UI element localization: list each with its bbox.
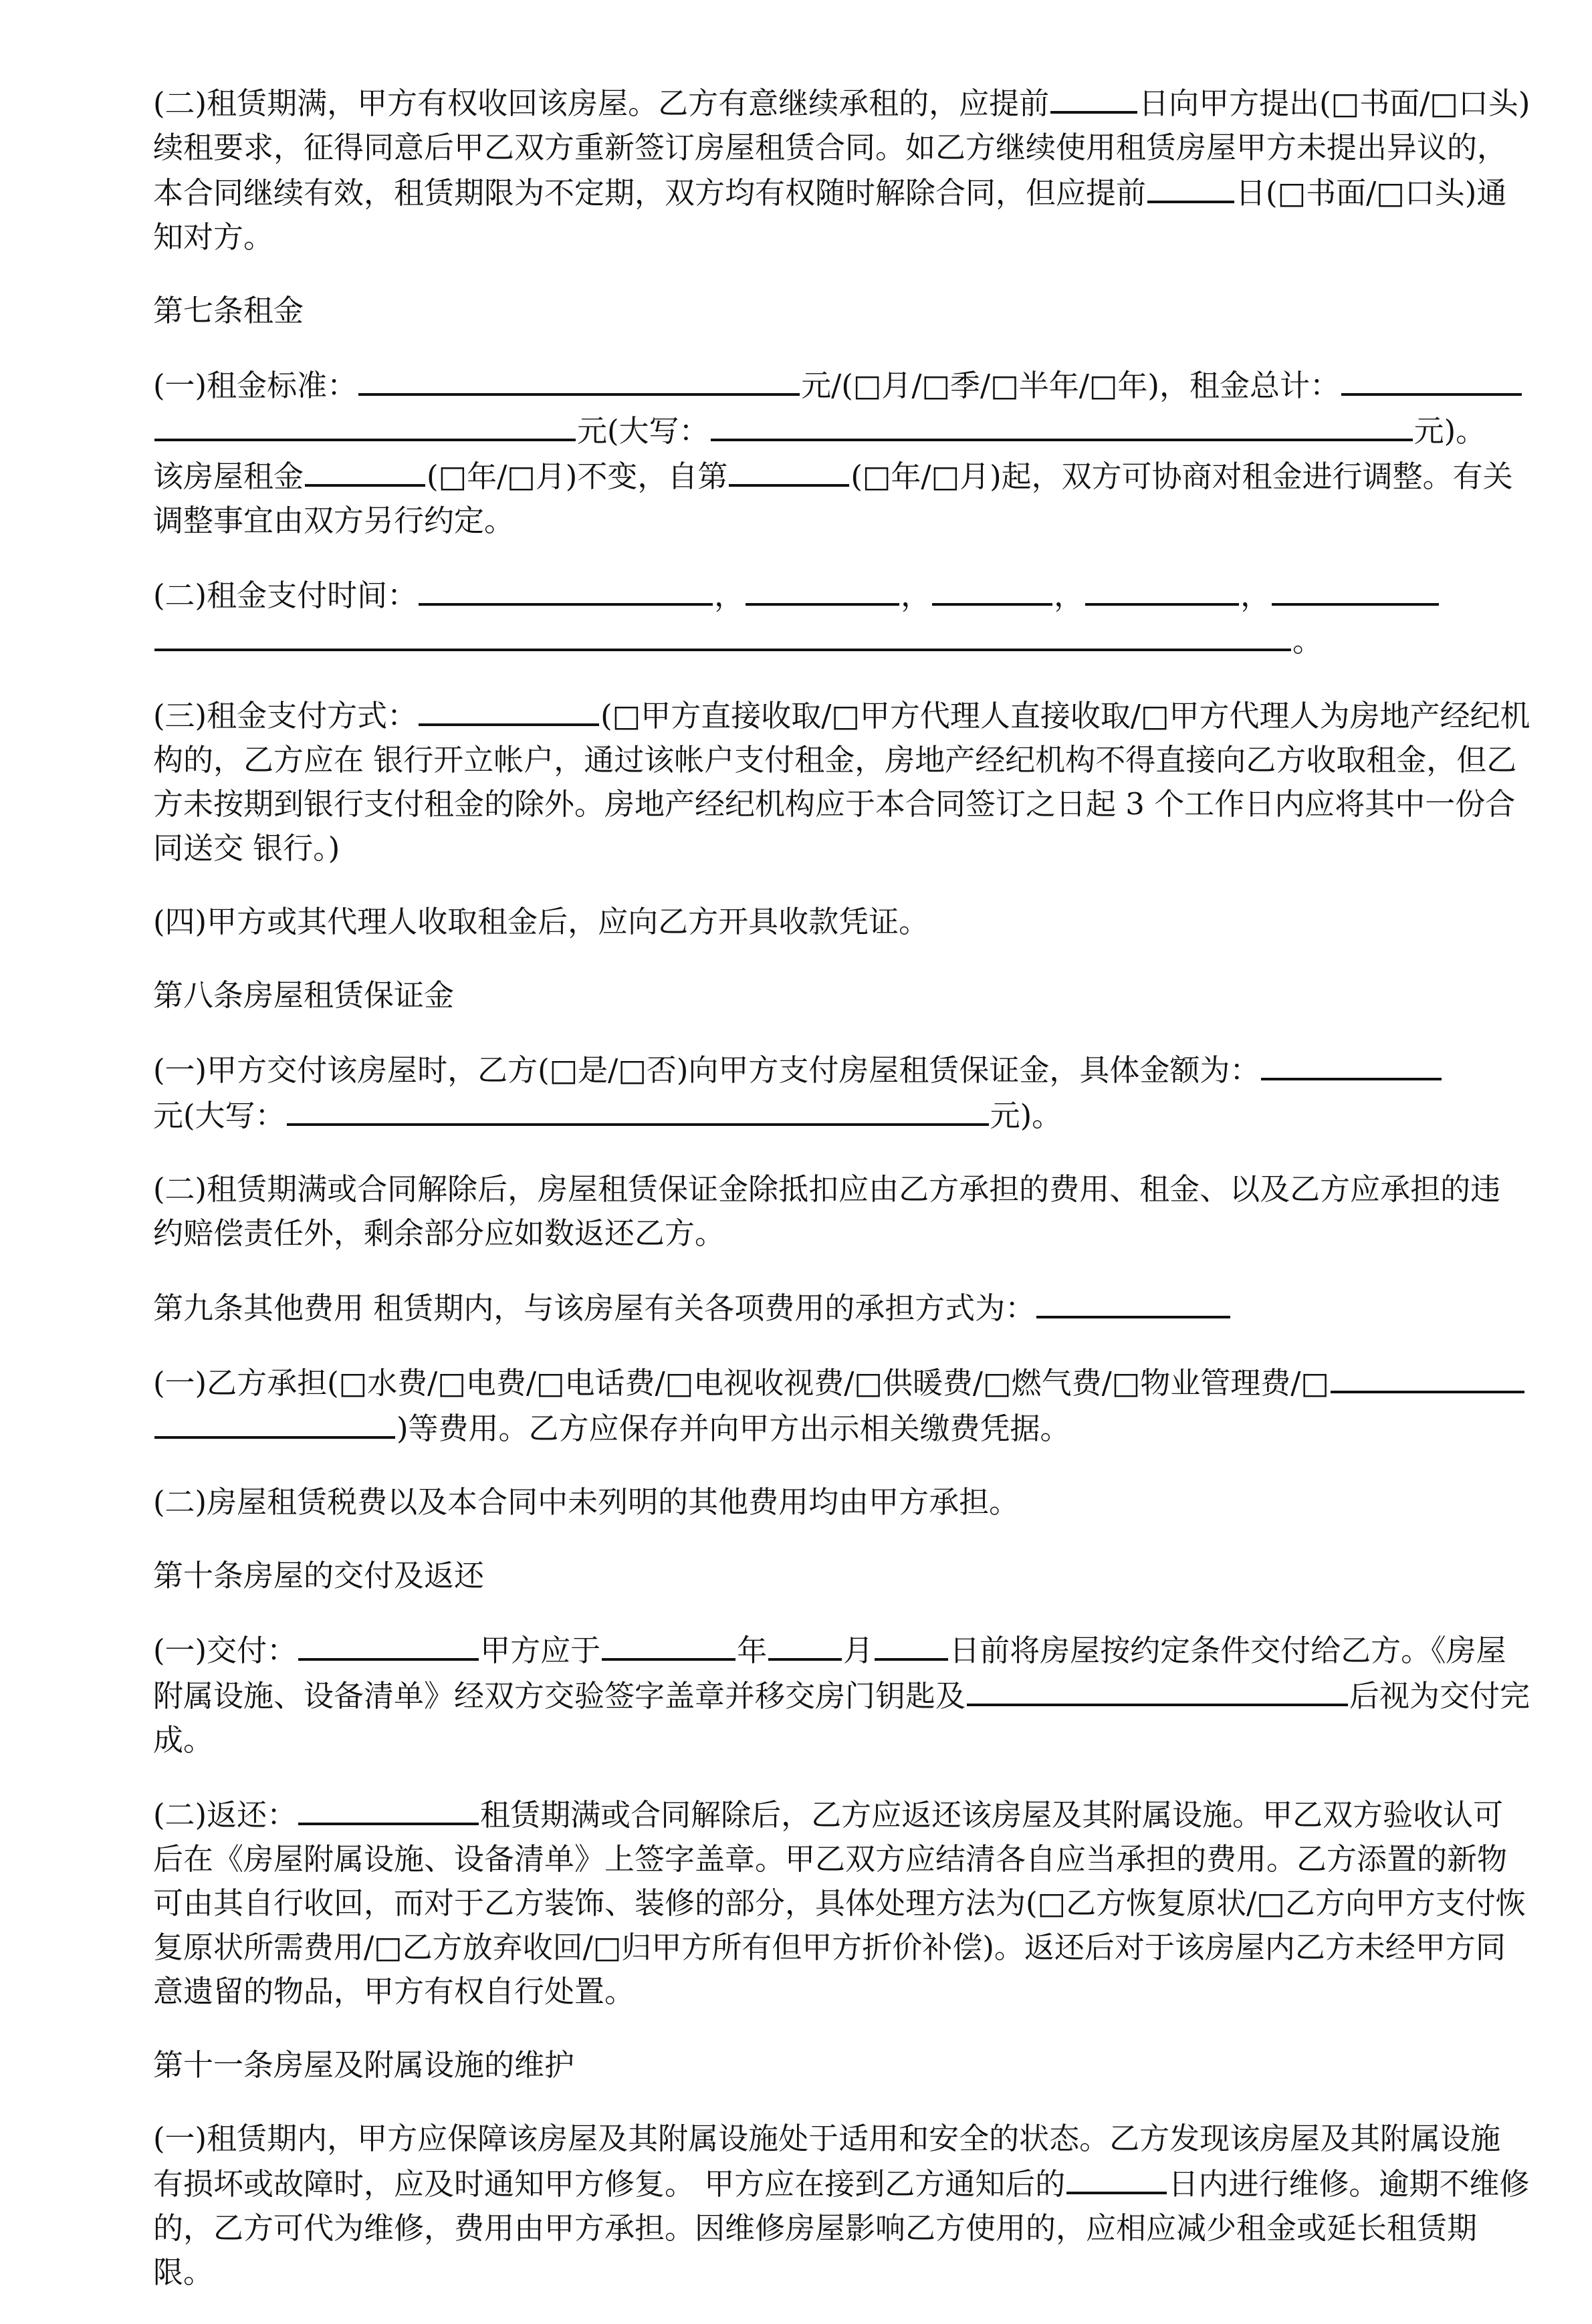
fill-blank-other-fee[interactable] (1331, 1360, 1524, 1393)
fill-blank-pay-time-2[interactable] (746, 572, 899, 606)
art10-para-2 (153, 1792, 1530, 2014)
text: 。 (1292, 623, 1323, 659)
art11-para-1 (153, 2117, 1530, 2295)
text: 日内进行维修。逾期不维修的，乙方可代为维修，费用由甲方承担。因维修房屋影响乙方使用的，应相应减少租金或延长租赁期限。 (153, 2166, 1530, 2290)
fill-blank-pay-time-5[interactable] (1272, 572, 1439, 606)
fill-blank-rent-total-cont[interactable] (154, 408, 576, 441)
art9-para-1 (153, 1360, 1530, 1451)
text: ， (1054, 578, 1085, 613)
text: (□年/□月)起，双方可协商对租金进行调整。有关调整事宜由双方另行约定。 (153, 459, 1513, 538)
art9-para-2: (二)房屋租赁税费以及本合同中未列明的其他费用均由甲方承担。 (153, 1484, 1020, 1520)
text: 元)。 (1413, 413, 1486, 449)
text: (一)乙方承担(□水费/□电费/□电话费/□电视收视费/□供暖费/□燃气费/□物业管理费/□ (153, 1365, 1329, 1401)
text: 日向甲方提出(□书面/□口头)续租要求，征得同意后甲乙双方重新签订房屋租赁合同。如乙方继续使用租赁房屋甲方未提出异议的，本合同继续有效，租赁期限为不定期，双方均有权随时解除合同，但应提前 (153, 86, 1530, 211)
text: ， (714, 578, 745, 613)
fill-blank-rent-total-words[interactable] (711, 408, 1413, 441)
fill-blank-notice-days[interactable] (1050, 80, 1137, 114)
text: 元(大写： (153, 1098, 286, 1133)
text: 该房屋租金 (153, 459, 304, 494)
text: (□年/□月)不变，自第 (427, 459, 728, 494)
fill-blank-delivery-month[interactable] (768, 1627, 842, 1661)
art7-para-2 (153, 572, 1530, 663)
text: (三)租金支付方式： (153, 698, 418, 733)
fill-blank-rent-standard[interactable] (358, 362, 800, 396)
fill-blank-rent-total[interactable] (1341, 362, 1522, 396)
fill-blank-pay-method[interactable] (419, 693, 599, 726)
text: (二)租金支付时间： (153, 578, 418, 613)
article-10-title: 第十条房屋的交付及返还 (153, 1558, 485, 1593)
text: (二)返还： (153, 1797, 298, 1833)
fill-blank-rent-adjust-from[interactable] (729, 453, 849, 487)
art6-para-2 (153, 80, 1530, 259)
fill-blank-keys-and[interactable] (967, 1673, 1348, 1706)
art7-para-4: (四)甲方或其代理人收取租金后，应向乙方开具收款凭证。 (153, 904, 929, 939)
text: ， (901, 578, 931, 613)
text: 元(大写： (577, 413, 709, 449)
text: 年 (737, 1633, 768, 1668)
fill-blank-delivery-day[interactable] (875, 1627, 948, 1661)
text: 第九条其他费用 租赁期内，与该房屋有关各项费用的承担方式为： (153, 1290, 1036, 1326)
fill-blank-deposit-words[interactable] (287, 1092, 989, 1126)
text: (一)交付： (153, 1633, 298, 1668)
text: 日(□书面/□口头)通知对方。 (153, 175, 1507, 255)
text: (□甲方直接收取/□甲方代理人直接收取/□甲方代理人为房地产经纪机构的，乙方应在 银行开立帐户，通过该帐户支付租金，房地产经纪机构不得直接向乙方收取租金，但乙方未按期到银行支付租金的除外。房地产经纪机构应于本合同签订之日起 3 个工作日内应将其中一份合同送交 银行。) (153, 698, 1530, 866)
fill-blank-pay-time-1[interactable] (419, 572, 713, 606)
text: 日前将房屋按约定条件交付给乙方。《房屋附属设施、设备清单》经双方交验签字盖章并移交房门钥匙及 (153, 1633, 1506, 1714)
fill-blank-delivery[interactable] (298, 1627, 479, 1661)
fill-blank-return[interactable] (298, 1792, 479, 1825)
fill-blank-fee-method[interactable] (1036, 1285, 1230, 1318)
fill-blank-rent-fixed-period[interactable] (305, 453, 425, 487)
text: ， (1240, 578, 1271, 613)
article-9-title (153, 1285, 1530, 1330)
fill-blank-pay-time-3[interactable] (932, 572, 1052, 606)
art8-para-1 (153, 1047, 1530, 1138)
text: 后视为交付完成。 (153, 1678, 1530, 1758)
art8-para-2: (二)租赁期满或合同解除后，房屋租赁保证金除抵扣应由乙方承担的费用、租金、以及乙方应承担的违约赔偿责任外，剩余部分应如数返还乙方。 (153, 1171, 1501, 1251)
fill-blank-pay-time-4[interactable] (1085, 572, 1239, 606)
article-11-title: 第十一条房屋及附属设施的维护 (153, 2047, 575, 2083)
fill-blank-other-fee-cont[interactable] (154, 1405, 395, 1439)
text: (一)租金标准： (153, 368, 358, 403)
text: )等费用。乙方应保存并向甲方出示相关缴费凭据。 (396, 1411, 1070, 1446)
text: 甲方应于 (480, 1633, 601, 1668)
art10-para-1 (153, 1627, 1530, 1762)
text: (二)租赁期满，甲方有权收回该房屋。乙方有意继续承租的，应提前 (153, 86, 1050, 121)
fill-blank-repair-days[interactable] (1066, 2161, 1167, 2194)
text: (一)甲方交付该房屋时，乙方(□是/□否)向甲方支付房屋租赁保证金，具体金额为： (153, 1052, 1260, 1088)
text: 元)。 (990, 1098, 1062, 1133)
text: 租赁期满或合同解除后，乙方应返还该房屋及其附属设施。甲乙双方验收认可后在《房屋附属设施、设备清单》上签字盖章。甲乙双方应结清各自应当承担的费用。乙方添置的新物可由其自行收回，而对于乙方装饰、装修的部分，具体处理方法为(□乙方恢复原状/□乙方向甲方支付恢复原状所需费用/□乙方放弃收回/□归甲方所有但甲方折价补偿)。返还后对于该房屋内乙方未经甲方同意遗留的物品，甲方有权自行处置。 (153, 1797, 1526, 2009)
fill-blank-delivery-year[interactable] (602, 1627, 735, 1661)
art7-para-3 (153, 693, 1530, 870)
contract-page (153, 80, 1530, 2324)
fill-blank-terminate-days[interactable] (1147, 170, 1234, 203)
article-7-title: 第七条租金 (153, 293, 304, 328)
fill-blank-deposit-amount[interactable] (1261, 1047, 1442, 1080)
text: 元/(□月/□季/□半年/□年)，租金总计： (801, 368, 1340, 403)
text: 月 (843, 1633, 874, 1668)
article-8-title: 第八条房屋租赁保证金 (153, 977, 455, 1013)
art7-para-1 (153, 362, 1530, 543)
text: (一)租赁期内，甲方应保障该房屋及其附属设施处于适用和安全的状态。乙方发现该房屋及其附属设施有损坏或故障时，应及时通知甲方修复。 甲方应在接到乙方通知后的 (153, 2121, 1501, 2202)
fill-blank-pay-time-6[interactable] (154, 618, 1291, 651)
